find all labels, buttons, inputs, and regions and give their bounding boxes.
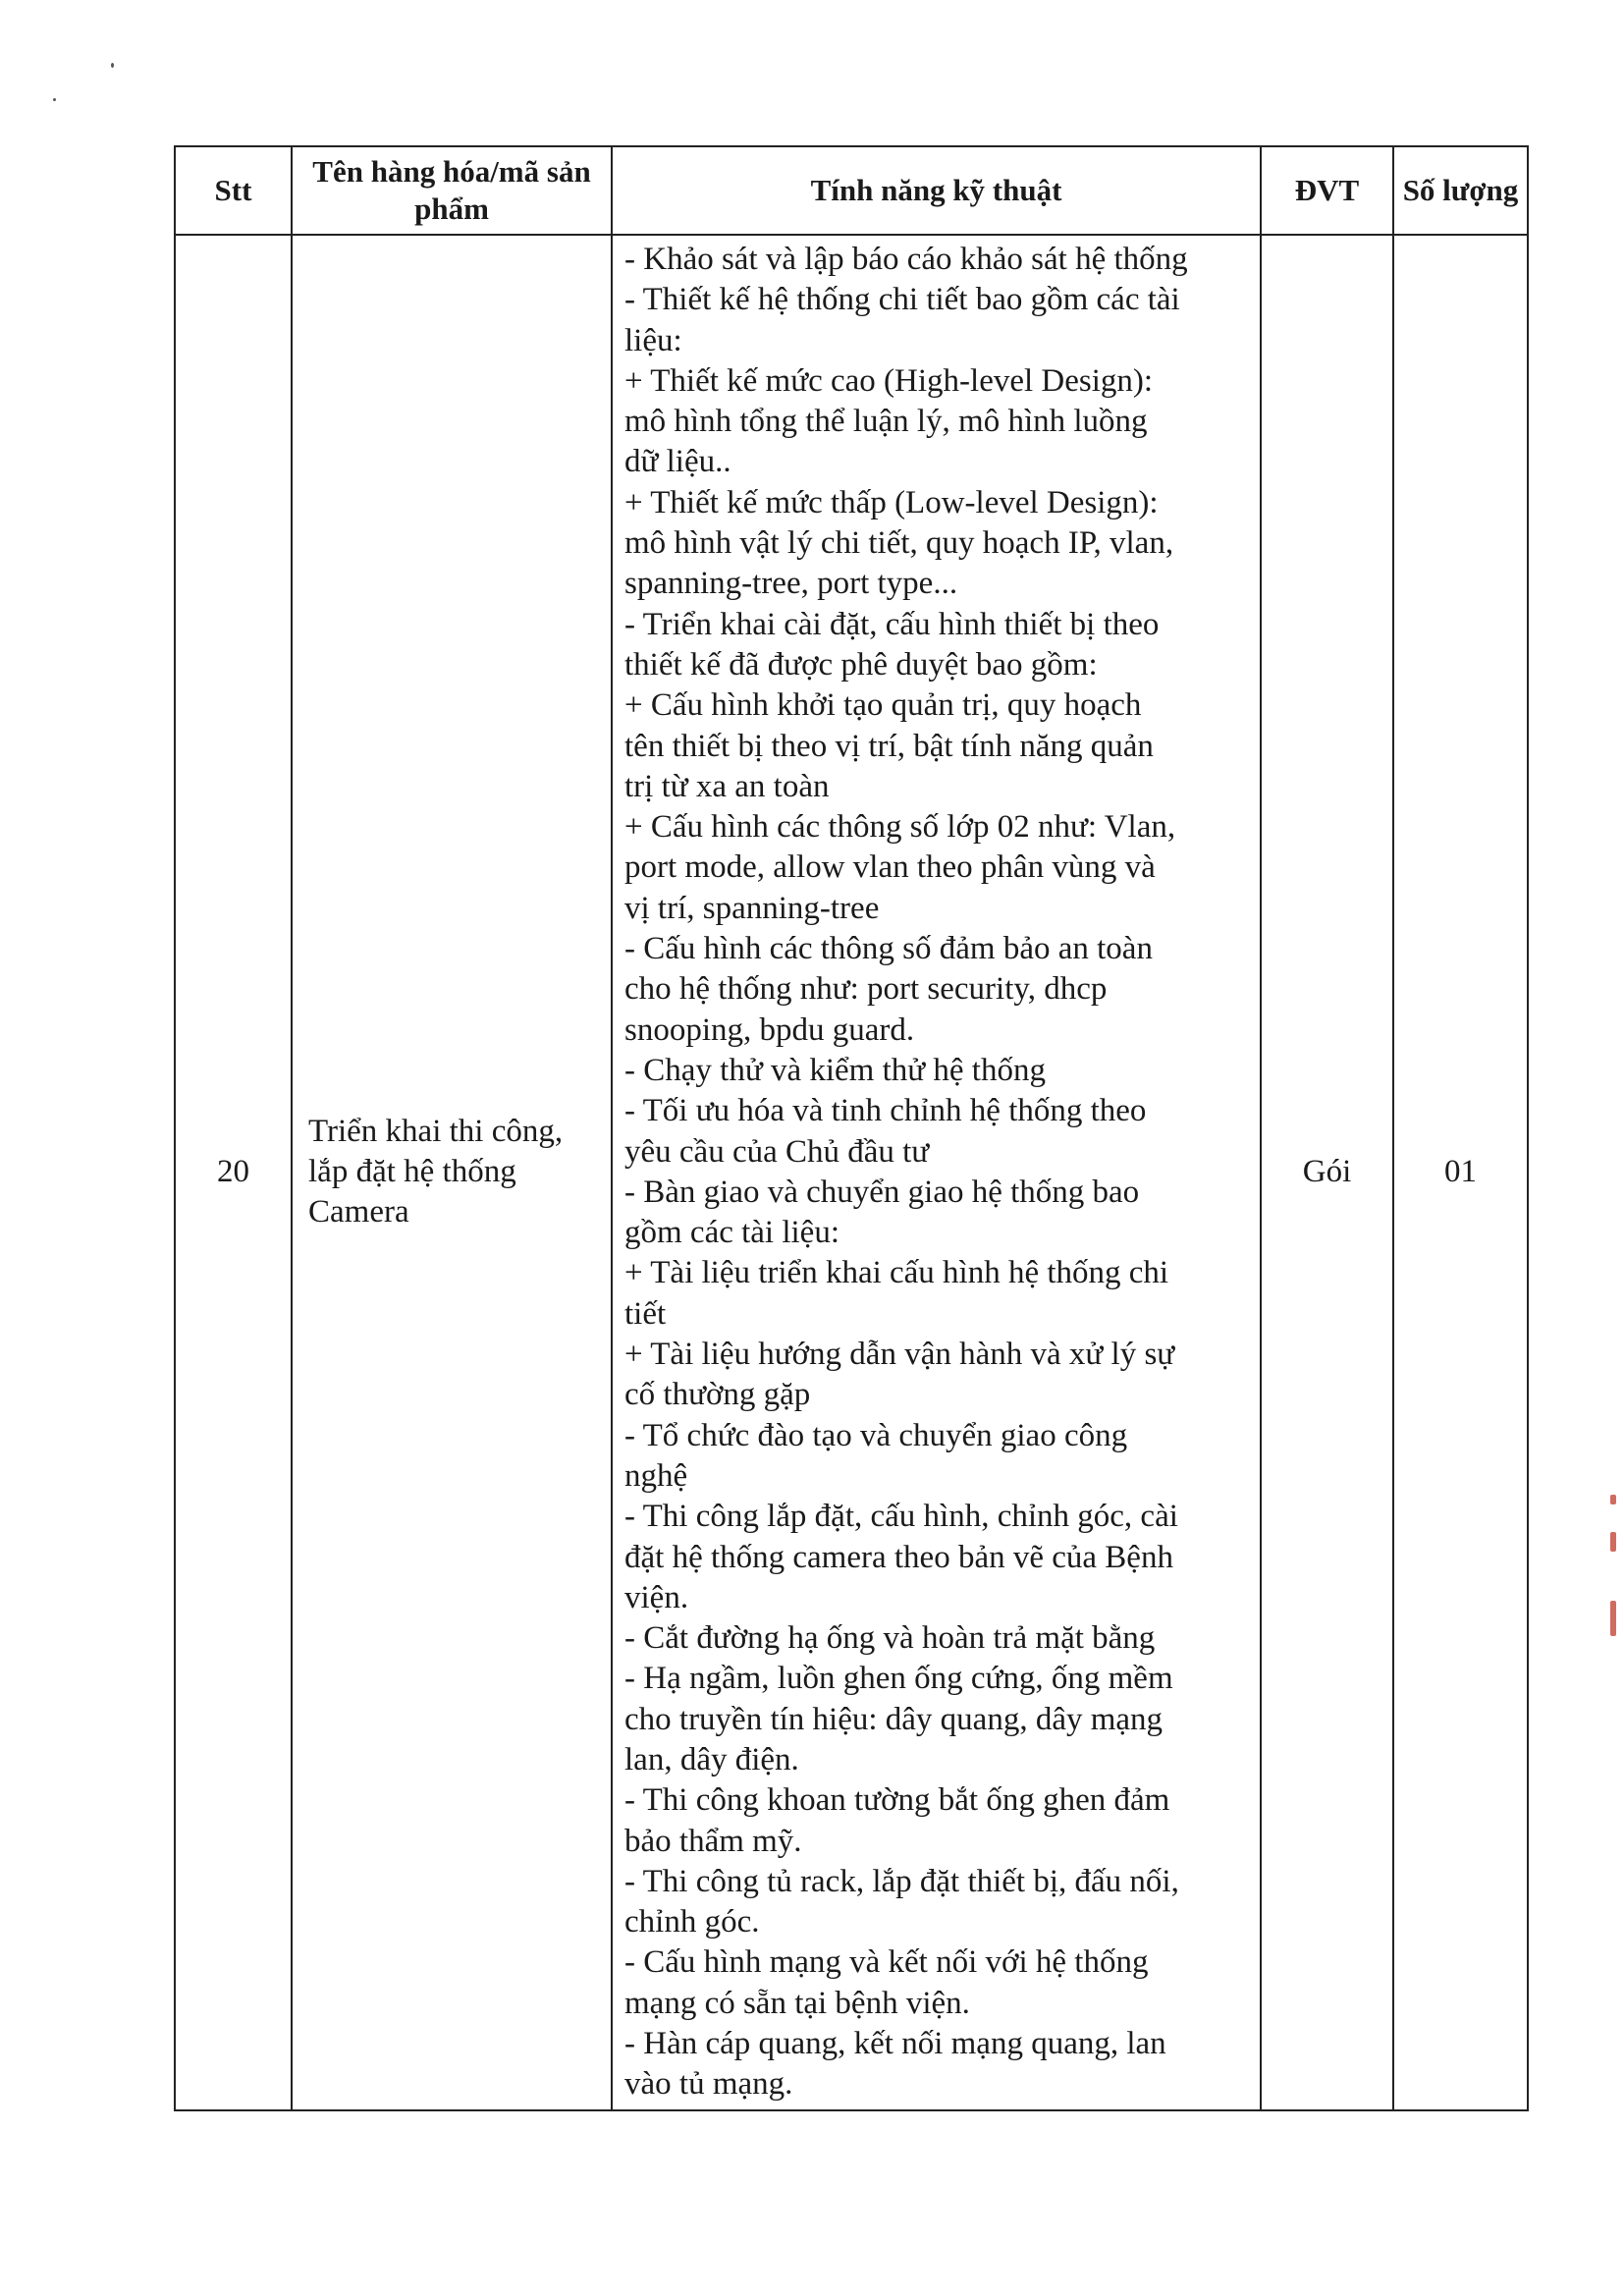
row-technical-features [612, 235, 1261, 2110]
header-product-name: Tên hàng hóa/mã sản phẩm [292, 146, 612, 235]
spec-line: - Cắt đường hạ ống và hoàn trả mặt bằng [624, 1620, 1156, 1657]
specification-table [174, 145, 1529, 2111]
spec-line: đặt hệ thống camera theo bản vẽ của Bệnh [624, 1539, 1173, 1575]
spec-line: - Tối ưu hóa và tinh chỉnh hệ thống theo [624, 1093, 1147, 1129]
spec-line: - Thi công tủ rack, lắp đặt thiết bị, đấu nối, [624, 1863, 1179, 1899]
row-unit: Gói [1261, 235, 1393, 2110]
edge-stamp-mark [1610, 1532, 1616, 1552]
spec-line: mạng có sẵn tại bệnh viện. [624, 1985, 970, 2021]
spec-line: vị trí, spanning-tree [624, 890, 880, 926]
spec-line: trị từ xa an toàn [624, 768, 830, 804]
row-quantity: 01 [1393, 235, 1528, 2110]
header-quantity: Số lượng [1393, 146, 1528, 235]
scan-speck [111, 63, 114, 68]
spec-line: - Cấu hình các thông số đảm bảo an toàn [624, 931, 1153, 967]
spec-line: lan, dây điện. [624, 1741, 799, 1777]
edge-stamp-mark [1610, 1495, 1616, 1504]
spec-line: - Thiết kế hệ thống chi tiết bao gồm các tài [624, 282, 1180, 318]
spec-line: - Cấu hình mạng và kết nối với hệ thống [624, 1944, 1149, 1981]
spec-line: - Triển khai cài đặt, cấu hình thiết bị theo [624, 606, 1160, 642]
spec-line: - Chạy thử và kiểm thử hệ thống [624, 1052, 1046, 1088]
spec-line: snooping, bpdu guard. [624, 1011, 915, 1048]
scan-speck [53, 98, 56, 101]
spec-line: chỉnh góc. [624, 1904, 760, 1941]
spec-line: dữ liệu.. [624, 444, 731, 480]
spec-line: - Thi công khoan tường bắt ống ghen đảm [624, 1782, 1170, 1819]
spec-line: bảo thẩm mỹ. [624, 1823, 802, 1859]
spec-line: + Tài liệu triển khai cấu hình hệ thống chi [624, 1255, 1169, 1291]
spec-line: + Thiết kế mức thấp (Low-level Design): [624, 484, 1159, 520]
spec-line: mô hình tổng thể luận lý, mô hình luồng [624, 404, 1148, 440]
spec-line: cố thường gặp [624, 1377, 811, 1413]
table-row [175, 235, 1528, 2110]
spec-line: cho hệ thống như: port security, dhcp [624, 971, 1108, 1008]
spec-line: - Bàn giao và chuyển giao hệ thống bao [624, 1174, 1140, 1210]
row-stt: 20 [175, 235, 292, 2110]
header-unit: ĐVT [1261, 146, 1393, 235]
spec-line: + Tài liệu hướng dẫn vận hành và xử lý sự [624, 1337, 1175, 1373]
spec-line: gồm các tài liệu: [624, 1215, 839, 1251]
spec-line: - Tổ chức đào tạo và chuyển giao công [624, 1417, 1128, 1453]
spec-line: - Thi công lắp đặt, cấu hình, chỉnh góc, cài [624, 1499, 1178, 1535]
spec-line: + Cấu hình khởi tạo quản trị, quy hoạch [624, 687, 1142, 724]
spec-line: tiết [624, 1295, 667, 1332]
spec-line: + Cấu hình các thông số lớp 02 như: Vlan, [624, 809, 1176, 846]
spec-line: thiết kế đã được phê duyệt bao gồm: [624, 646, 1098, 683]
spec-line: port mode, allow vlan theo phân vùng và [624, 849, 1156, 886]
spec-line: mô hình vật lý chi tiết, quy hoạch IP, vlan, [624, 525, 1174, 562]
spec-line: viện. [624, 1579, 689, 1615]
spec-line: cho truyền tín hiệu: dây quang, dây mạng [624, 1701, 1164, 1737]
spec-line: yêu cầu của Chủ đầu tư [624, 1133, 930, 1170]
spec-line: tên thiết bị theo vị trí, bật tính năng quản [624, 728, 1154, 764]
spec-line: - Hàn cáp quang, kết nối mạng quang, lan [624, 2026, 1166, 2062]
header-stt: Stt [175, 146, 292, 235]
spec-line: + Thiết kế mức cao (High-level Design): [624, 362, 1154, 399]
spec-line: - Khảo sát và lập báo cáo khảo sát hệ thống [624, 242, 1188, 277]
edge-stamp-mark [1610, 1601, 1616, 1636]
row-product-name: Triển khai thi công, lắp đặt hệ thống Camera [292, 235, 612, 2110]
spec-line: vào tủ mạng. [624, 2066, 793, 2103]
spec-line: nghệ [624, 1457, 688, 1494]
table-header-row [175, 146, 1528, 235]
spec-line: liệu: [624, 322, 682, 358]
spec-line: spanning-tree, port type... [624, 566, 958, 602]
spec-line: - Hạ ngầm, luồn ghen ống cứng, ống mềm [624, 1661, 1173, 1697]
header-technical-features: Tính năng kỹ thuật [612, 146, 1261, 235]
